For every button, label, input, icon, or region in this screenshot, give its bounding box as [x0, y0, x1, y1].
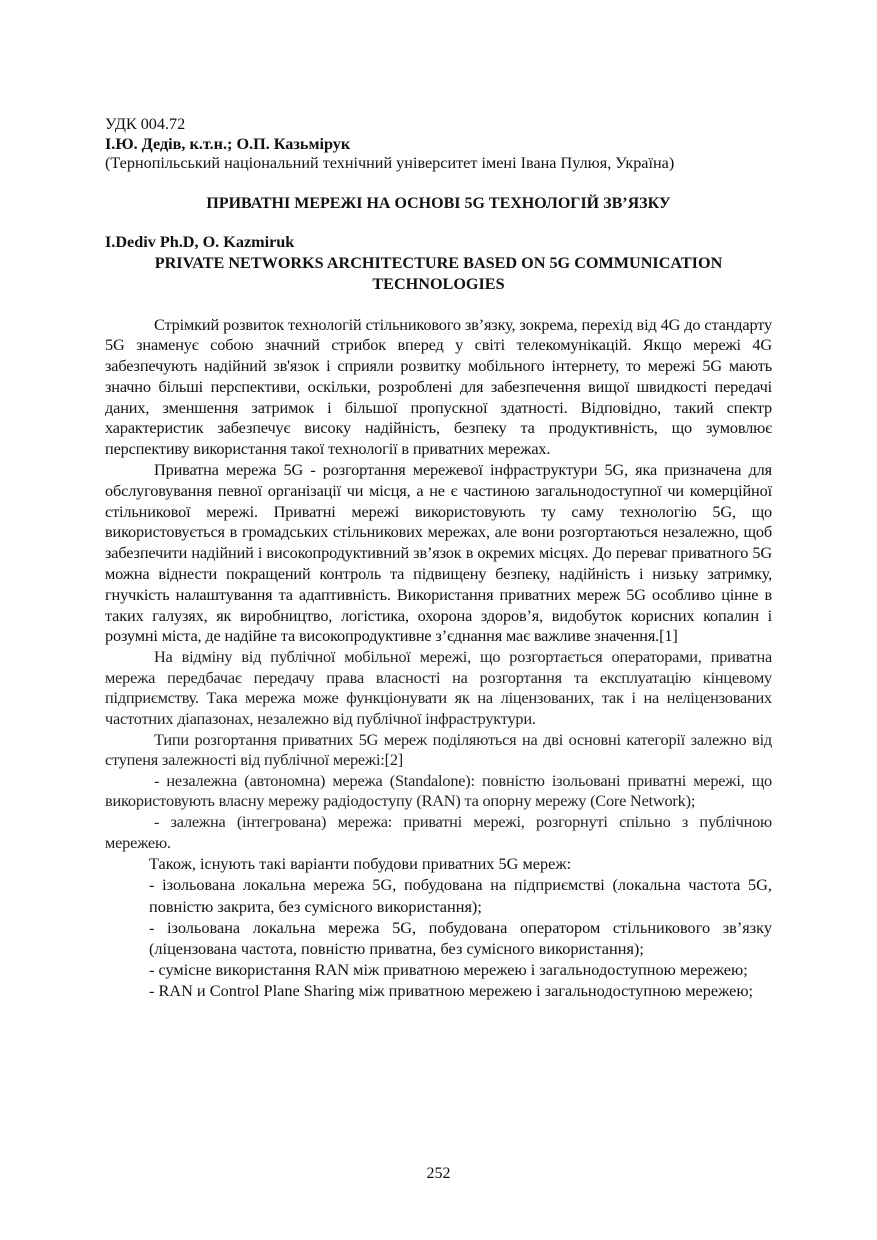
udk-code: УДК 004.72	[105, 115, 186, 133]
list-item: - RAN и Control Plane Sharing між приватною мережею і загальнодоступною мережею;	[149, 981, 754, 1001]
variants-intro: Також, існують такі варіанти побудови приватних 5G мереж:	[149, 854, 572, 874]
list-item: - ізольована локальна мережа 5G, побудована оператором стільникового зв’язку (ліцензована частота, повністю приватна, без сумісного використання);	[149, 917, 772, 958]
paragraph-intro: Стрімкий розвиток технологій стільникового зв’язку, зокрема, перехід від 4G до стандарту 5G знаменує собою значний стрибок вперед у світі телекомунікацій. Якщо мережі 4G забезпечують надійний зв'язок і сприяли розвитку мобільного інтернету, то мережі 5G мають значно більші перспективи, оскільки, розроблені для забезпечення вищої швидкості передачі даних, зменшення затримок і більшої пропускної здатності. Відповідно, такий спектр характеристик забезпечує високу надійність, безпеку та продуктивність, що зумовлює перспективу використання такої технології в приватних мережах.	[105, 314, 772, 459]
title-en: PRIVATE NETWORKS ARCHITECTURE BASED ON 5G COMMUNICATION TECHNOLOGIES	[154, 253, 723, 293]
title-ua: ПРИВАТНІ МЕРЕЖІ НА ОСНОВІ 5G ТЕХНОЛОГІЙ ЗВ’ЯЗКУ	[206, 194, 671, 212]
list-item-integrated: - залежна (інтегрована) мережа: приватні мережі, розгорнуті спільно з публічною мережею.	[105, 812, 772, 852]
authors-en: I.Dediv Ph.D, O. Kazmiruk	[105, 233, 295, 251]
variants-list	[149, 853, 772, 1001]
paragraph-difference: На відміну від публічної мобільної мережі, що розгортається операторами, приватна мережа передбачає передачу права власності на розгортання та експлуатацію кінцевому підприємству. Така мережа може функціонувати як на ліцензованих, так і на неліцензованих частотних діапазонах, незалежно від публічної інфраструктури.	[105, 647, 772, 729]
paragraph-private-network: Приватна мережа 5G - розгортання мережевої інфраструктури 5G, яка призначена для обслуговування певної організації чи місця, а не є частиною загальнодоступної чи комерційної стільникової мережі. Приватні мережі використовують ту саму технологію 5G, що використовується в громадських стільникових мережах, але вони розгортаються незалежно, щоб забезпечити надійний і високопродуктивний зв’язок в окремих місцях. До переваг приватного 5G можна віднести покращений контроль та підвищену безпеку, надійність і низьку затримку, гнучкість налаштування та адаптивність. Використання приватних мереж 5G особливо цінне в таких галузях, як виробництво, логістика, охорона здоров’я, видобуток корисних копалин і розумні міста, де надійне та високопродуктивне з’єднання має важливе значення.[1]	[105, 460, 772, 646]
authors-ua: І.Ю. Дедів, к.т.н.; О.П. Казьмірук	[105, 134, 351, 153]
list-item-standalone: - незалежна (автономна) мережа (Standalone): повністю ізольовані приватні мережі, що використовують власну мережу радіодоступу (RAN) та опорну мережу (Core Network);	[105, 770, 772, 811]
affiliation: (Тернопільський національний технічний університет імені Івана Пулюя, Україна)	[105, 154, 675, 172]
list-item: - сумісне використання RAN між приватною мережею і загальнодоступною мережею;	[149, 960, 748, 980]
document-page	[105, 115, 772, 1002]
page-number: 252	[426, 1165, 451, 1182]
paragraph-types: Типи розгортання приватних 5G мереж поділяються на дві основні категорії залежно від ступеня залежності від публічної мережі:[2]	[105, 729, 772, 770]
article-body	[105, 315, 772, 1002]
list-item: - ізольована локальна мережа 5G, побудована на підприємстві (локальна частота 5G, повністю закрита, без сумісного використання);	[149, 875, 772, 916]
